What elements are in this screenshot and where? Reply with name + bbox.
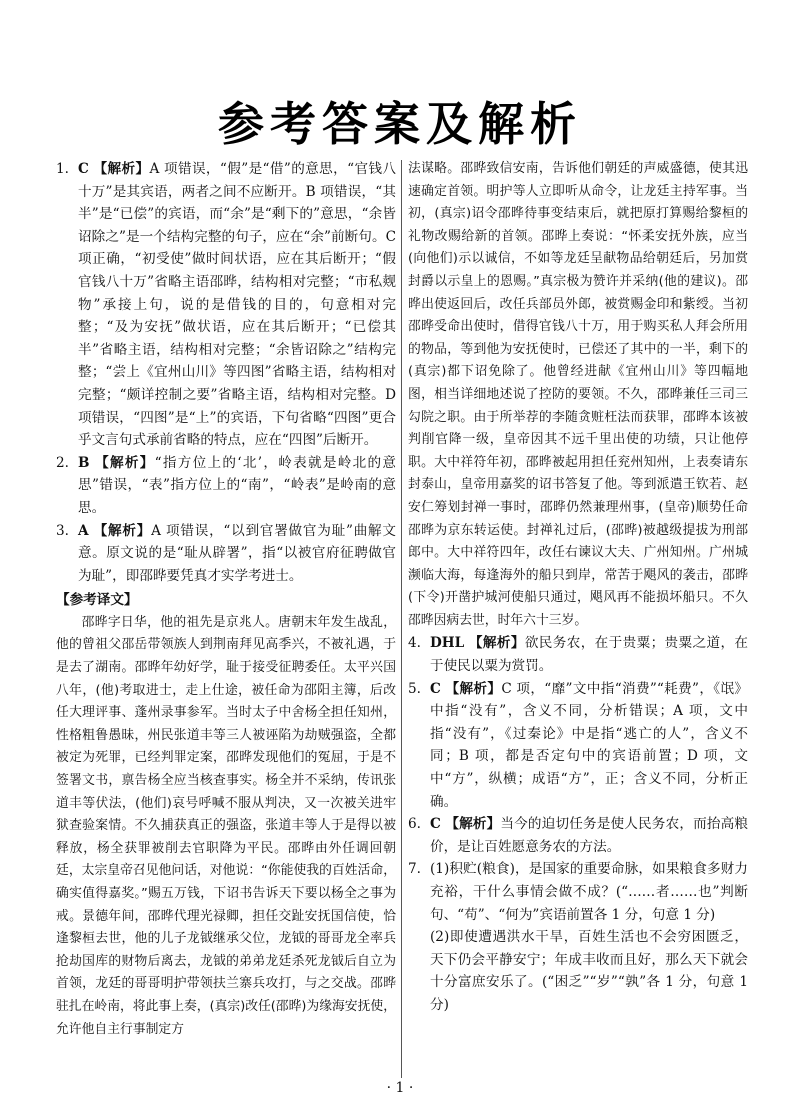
right-column [408,158,748,1017]
analysis-tag: 【解析】 [445,680,502,697]
column-divider [401,160,402,1078]
page-number: · 1 · [386,1080,414,1096]
translation-text-left: 邵晔字日华，他的祖先是京兆人。唐朝末年发生战乱，他的曾祖父邵岳带领族人到荆南拜见高季兴，不被礼遇，于是去了湖南。邵晔年幼好学，耻于接受征聘委任。太平兴国八年，(他)考取进士，走上仕途，被任命为邵阳主簿，后改任大理评事、蓬州录事参军。当时太子中舍杨全担任知州，性格粗鲁愚昧，州民张道丰等三人被诬陷为劫贼强盗，全都被定为死罪，已经判罪定案，邵晔发现他们的冤屈，于是不签署文书，禀告杨全应当核查事实。杨全并不采纳，传讯张道丰等伏法，(他们)哀号呼喊不服从判决，又一次被关进牢狱查验案情。不久捕获真正的强盗，张道丰等人于是得以被释放，杨全获罪被削去官职降为平民。邵晔由外任调回朝廷，太宗皇帝召见他问话，对他说：“你能使我的百姓活命，确实值得嘉奖。”赐五万钱，下诏书告诉天下要以杨全之事为戒。景德年间，邵晔代理光禄卿，担任交趾安抚国信使，恰逢黎桓去世，他的儿子龙钺继承父位，龙钺的哥哥龙全率兵抢劫国库的财物后离去，龙钺的弟弟龙廷杀死龙钺后自立为首领，龙廷的哥哥明护带领扶兰寨兵攻打，与之交战。邵晔驻扎在岭南，将此事上奏，(真宗)改任(邵晔)为缘海安抚使，允许他自主行事制定方 [56,614,396,1037]
analysis-tag: 【解析】 [95,454,155,471]
answer-number: 1. [56,161,69,177]
answer-letter: C [430,680,441,697]
analysis-text: 欲民务农，在于贵粟；贵粟之道，在于使民以粟为赏罚。 [430,635,749,675]
analysis-text: C 项，“靡”文中指“消费”“耗费”，《氓》中指“没有”，含义不同，分析错误；A 项，文中指“没有”，《过秦论》中是指“逃亡的人”，含义不同；B 项，都是否定句中的宾语前置；D 项，文中“方”，纵横；成语“方”，正；含义不同，分析正确。 [430,680,748,810]
analysis-tag: 【解析】 [468,635,525,652]
answer-letter: C [78,161,89,177]
answer-letter: A [78,522,89,539]
answer-7-part-2: (2)即使遭遇洪水干旱，百姓生活也不会穷困匮乏，天下仍会平静安宁；年成丰收而且好，那么天下就会十分富庶安乐了。(“困乏”“岁”“孰”各 1 分，句意 1 分) [430,929,748,1013]
analysis-tag: 【解析】 [93,522,152,539]
answer-item-1 [56,158,396,452]
analysis-tag: 【解析】 [93,161,150,177]
analysis-text: “指方位上的‘北’，岭表就是岭北的意思”错误，“表”指方位上的“南”，“岭表”是岭南的意思。 [78,454,397,516]
answer-number: 6. [408,816,421,833]
translation-text-right: 法谋略。邵晔致信安南，告诉他们朝廷的声威盛德，使其迅速确定首领。明护等人立即听从命令，让龙廷主持军事。当初，(真宗)诏令邵晔待事变结束后，就把原打算赐给黎桓的礼物改赐给新的首领。邵晔上奏说：“怀柔安抚外族，应当(向他们)示以诚信，不如等龙廷呈献物品给朝廷后，另加赏封爵以示皇上的恩赐。”真宗极为赞许并采纳(他的建议)。邵晔出使返回后，改任兵部员外郎，被赏赐金印和紫绶。当初邵晔受命出使时，借得官钱八十万，用于购买私人拜会所用的物品，等到他为安抚使时，已偿还了其中的一半，剩下的(真宗)都下诏免除了。他曾经进献《宜州山川》等四幅地图，相当详细地述说了控防的要领。不久，邵晔兼任三司三勾院之职。由于所举荐的李随贪赃枉法而获罪，邵晔本该被判削官降一级，皇帝因其不远千里出使的功绩，只让他停职。大中祥符年初，邵晔被起用担任兖州知州，上表奏请东封泰山，皇帝用嘉奖的诏书答复了他。等到派遣王钦若、赵安仁筹划封禅一事时，邵晔仍然兼理州事，(皇帝)顺势任命邵晔为京东转运使。封禅礼过后，(邵晔)被越级提拔为刑部郎中。大中祥符四年，改任右谏议大夫、广州知州。广州城濒临大海，每逢海外的船只到岸，常苦于飓风的袭击，邵晔(下令)开凿护城河使船只通过，飓风再不能损坏船只。不久邵晔因病去世，时年六十三岁。 [408,161,748,628]
analysis-text: A 项错误，“以到官署做官为耻”曲解文意。原文说的是“耻从辟署”，指“以被官府征聘做官为耻”，即邵晔要凭真才实学考进士。 [78,522,397,584]
analysis-text: A 项错误，“假”是“借”的意思，“官钱八十万”是其宾语，两者之间不应断开。B 项错误，“其半”是“已偿”的宾语，而“余”是“剩下的”意思，“余皆诏除之”是一个结构完整的句子，应在“余”前断句。C 项正确，“初受使”做时间状语，应在其后断开；“假官钱八十万”省略主语邵晔，结构相对完整；“市私觌物”承接上句，说的是借钱的目的，句意相对完整；“及为安抚”做状语，应在其后断开；“已偿其半”省略主语，结构相对完整；“余皆诏除之”结构完整；“尝上《宜州山川》等四图”省略主语，结构相对完整；“颇详控制之要”省略主语，结构相对完整。D 项错误，“四图”是“上”的宾语，下句省略“四图”更合乎文言句式承前省略的特点，应在“四图”后断开。 [78,161,397,449]
answer-item-7 [408,858,748,1016]
answer-number: 3. [56,522,69,539]
answer-number: 4. [408,635,421,652]
answer-item-6 [408,813,748,858]
translation-heading: 【参考译文】 [56,592,138,609]
answer-number: 7. [408,861,421,878]
answer-item-5 [408,678,748,814]
left-column [56,158,396,1041]
answer-letter: DHL [430,635,465,652]
answer-letter: B [78,454,90,471]
answer-item-4 [408,632,748,677]
answer-number: 5. [408,680,421,697]
answer-item-3 [56,520,396,588]
answer-item-2 [56,452,396,520]
page-title: 参考答案及解析 [218,97,582,151]
answer-letter: C [430,816,441,833]
analysis-text: 当今的迫切任务是使人民务农，而抬高粮价，是让百姓愿意务农的方法。 [430,816,748,855]
analysis-tag: 【解析】 [445,816,501,833]
answer-7-part-1: (1)积贮(粮食)，是国家的重要命脉，如果粮食多财力充裕，干什么事情会做不成？(“……者……也”判断句、“苟”、“何为”宾语前置各 1 分，句意 1 分) [430,861,748,923]
answer-number: 2. [56,454,69,471]
